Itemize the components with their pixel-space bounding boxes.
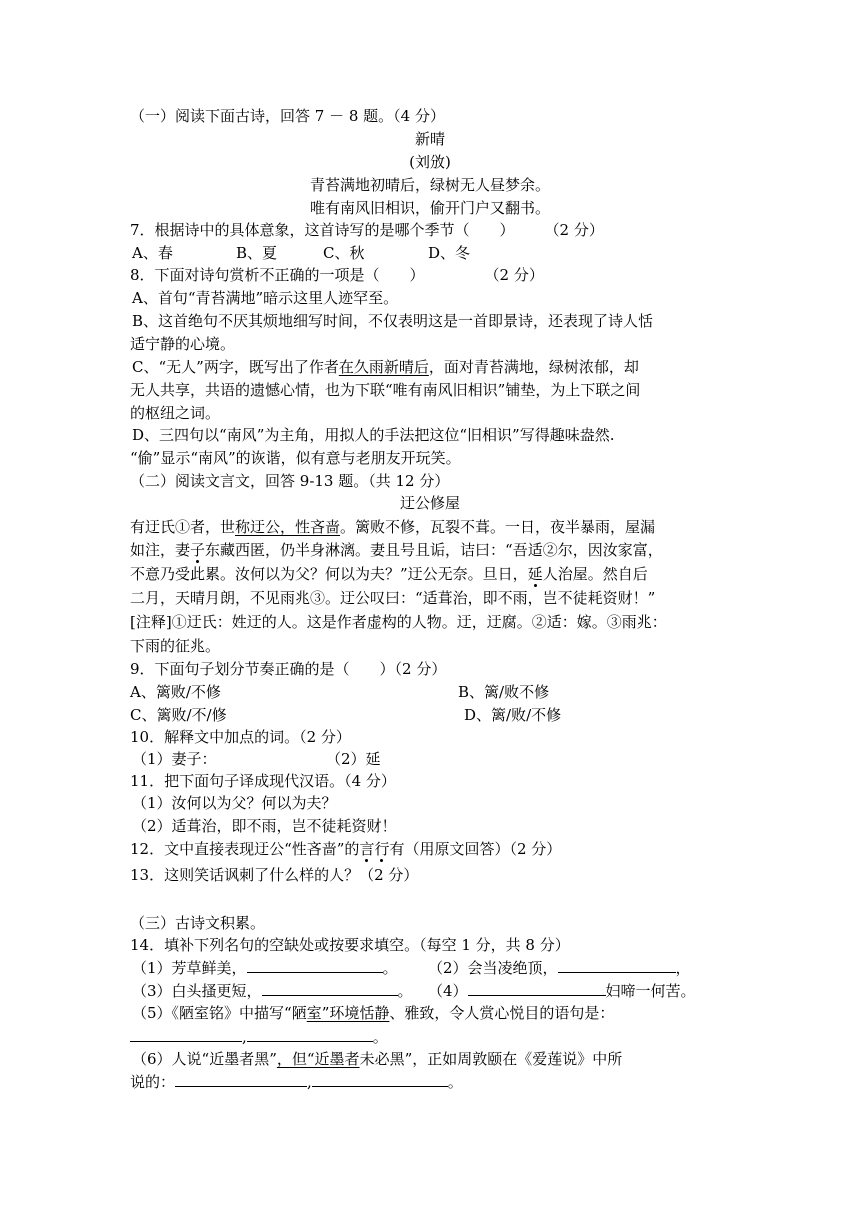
q10-item-2: （2）延: [326, 750, 381, 768]
text: 说的：: [130, 1073, 176, 1091]
fill-line-2b: [428, 980, 696, 1002]
annotation-line-2: 下雨的征兆。: [130, 637, 221, 655]
passage-line-3: [130, 563, 648, 585]
q11-item-2: （2）适葺治，即不雨，岂不徒耗资财！: [132, 817, 397, 835]
q8-option-c-line2: 无人共享，共语的遗憾心情，也为下联“唯有南风旧相识”铺垫，为上下联之间: [130, 381, 641, 399]
section2-header: （二）阅读文言文，回答 9-13 题。（共 12 分）: [130, 472, 450, 490]
passage-line-1: [130, 516, 655, 538]
dotted-word: 延: [527, 565, 543, 583]
q7-option-b: B、夏: [236, 244, 278, 262]
text: 。: [397, 982, 413, 1000]
q11-item-1: （1）汝何以为父？何以为夫？: [132, 794, 337, 812]
poem-line-2: 唯有南风旧相识，偷开门户又翻书。: [309, 199, 550, 217]
passage-title: 迂公修屋: [399, 494, 460, 512]
question-14: 14．填补下列名句的空缺处或按要求填空。（每空 1 分，共 8 分）: [130, 936, 570, 954]
fill-line-3: [132, 1002, 614, 1024]
text: ，面对青苔满地，绿树浓郁，却: [428, 358, 639, 376]
underlined-text: 室”环境恬静: [306, 1004, 390, 1022]
text: 如注，妻: [130, 541, 191, 559]
text: 。: [447, 1073, 463, 1091]
dotted-word: 子: [190, 541, 206, 559]
dotted-word: 行: [374, 840, 390, 858]
question-7: 7．根据诗中的具体意象，这首诗写的是哪个季节（ ） （2 分）: [130, 221, 604, 239]
answer-blank[interactable]: [312, 1071, 448, 1087]
q7-option-d: D、冬: [428, 244, 471, 262]
fill-line-5: [132, 1048, 622, 1070]
q9-option-a: A、篱败/不修: [130, 683, 221, 701]
q8-option-d-line1: D、三四句以“南风”为主角，用拟人的手法把这位“旧相识”写得趣味盎然.: [132, 426, 615, 444]
fill-line-1: [132, 957, 398, 979]
underlined-text: 称迂公，性吝啬: [235, 518, 341, 536]
text: 妇啼一何苦。: [605, 982, 696, 1000]
text: （3）白头搔更短，: [132, 982, 262, 1000]
q8-option-b-line1: B、这首绝句不厌其烦地细写时间，不仅表明这是一首即景诗，还表现了诗人恬: [132, 312, 654, 330]
fill-line-6: [130, 1071, 463, 1093]
text: 。: [382, 959, 398, 977]
question-8: 8．下面对诗句赏析不正确的一项是（ ） （2 分）: [130, 266, 544, 284]
q9-option-c: C、篱败/不/修: [130, 706, 227, 724]
dotted-word: 言: [359, 840, 375, 858]
question-11: 11．把下面句子译成现代汉语。（4 分）: [130, 772, 396, 790]
text: ，: [675, 959, 691, 977]
question-12: [130, 838, 561, 860]
q8-option-a: A、首句“青苔满地”暗示这里人迹罕至。: [132, 289, 399, 307]
q8-option-b-line2: 适宁静的心境。: [130, 335, 236, 353]
q9-option-b: B、篱/败不修: [458, 683, 550, 701]
text: 东藏西匿，仍半身淋漓。妻且号且诟，诘曰：“吾适②尔，因汝家富，: [205, 541, 663, 559]
q8-option-c-line1: [132, 356, 639, 378]
text: 不意乃受此累。汝何以为父？何以为夫？”迂公无奈。旦日，: [130, 565, 528, 583]
q9-option-d: D、篱/败/不修: [464, 706, 562, 724]
text: 有（用原文回答）（2 分）: [389, 840, 562, 858]
q10-item-1: （1）妻子：: [132, 750, 217, 768]
fill-line-2: [132, 980, 413, 1002]
text: （4）: [428, 982, 468, 1000]
poem-author: (刘攽): [409, 153, 451, 171]
answer-blank[interactable]: [468, 980, 606, 996]
text: 12．文中直接表现迂公“性吝啬”的: [130, 840, 360, 858]
underlined-text: ，但“近墨者: [276, 1050, 360, 1068]
text: （6）人说“近墨者黑”: [132, 1050, 277, 1068]
text: C、“无人”两字，既写出了作者: [132, 358, 339, 376]
passage-line-2: [130, 539, 663, 561]
answer-blank[interactable]: [130, 1026, 242, 1042]
text: 人治屋。然自后: [542, 565, 648, 583]
section3-header: （三）古诗文积累。: [130, 914, 266, 932]
section1-header: （一）阅读下面古诗，回答 7 － 8 题。（4 分）: [130, 107, 445, 125]
fill-line-4: [130, 1026, 388, 1048]
question-9: 9．下面句子划分节奏正确的是（ ）（2 分）: [130, 660, 447, 678]
text: （1）芳草鲜美，: [132, 959, 247, 977]
text: 、雅致，令人赏心悦目的语句是：: [389, 1004, 615, 1022]
question-10: 10．解释文中加点的词。（2 分）: [130, 728, 351, 746]
text: （5）《陋室铭》中描写“陋: [132, 1004, 307, 1022]
text: 有迂氏①者，世: [130, 518, 236, 536]
question-13: 13．这则笑话讽刺了什么样的人？（2 分）: [130, 866, 419, 884]
q8-option-c-line3: 的枢纽之词。: [130, 404, 221, 422]
fill-line-1b: [428, 957, 691, 979]
q8-option-d-line2: “偷”显示“南风”的诙谐，似有意与老朋友开玩笑。: [130, 449, 461, 467]
text: ,: [242, 1028, 247, 1046]
answer-blank[interactable]: [262, 980, 398, 996]
text: 。篱败不修，瓦裂不葺。一日，夜半暴雨，屋漏: [340, 518, 656, 536]
answer-blank[interactable]: [175, 1071, 307, 1087]
answer-blank[interactable]: [558, 957, 676, 973]
answer-blank[interactable]: [247, 1026, 373, 1042]
q7-option-a: A、春: [132, 244, 173, 262]
text: 。: [372, 1028, 388, 1046]
passage-line-4: 二月，天晴月朗，不见雨兆③。迂公叹曰：“适葺治，即不雨，岂不徒耗资财！”: [130, 589, 656, 607]
underlined-text: 在久雨新晴后: [338, 358, 429, 376]
text: （2）会当凌绝顶，: [428, 959, 558, 977]
text: ,: [307, 1073, 312, 1091]
q7-option-c: C、秋: [323, 244, 365, 262]
poem-title: 新晴: [414, 130, 445, 148]
text: 未必黑”，正如周敦颐在《爱莲说》中所: [359, 1050, 623, 1068]
answer-blank[interactable]: [247, 957, 383, 973]
poem-line-1: 青苔满地初晴后，绿树无人昼梦余。: [309, 176, 550, 194]
annotation-line-1: [注释]①迂氏：姓迂的人。这是作者虚构的人物。迂，迂腐。②适：嫁。③雨兆：: [130, 613, 667, 631]
